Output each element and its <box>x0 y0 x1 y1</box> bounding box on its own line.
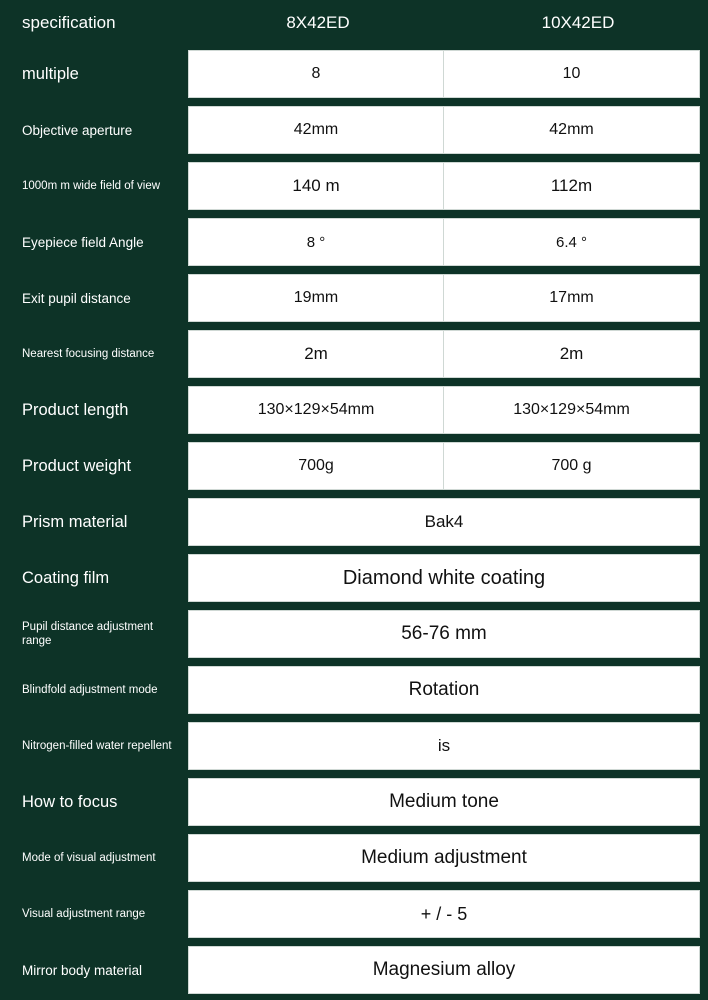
row-values <box>188 158 708 214</box>
table-row <box>0 438 708 494</box>
row-values <box>188 382 708 438</box>
row-label: Coating film <box>22 568 110 587</box>
table-row <box>0 102 708 158</box>
table-row <box>0 494 708 550</box>
table-row <box>0 46 708 102</box>
value-cell-10x42ed: 17mm <box>444 274 700 322</box>
row-values <box>188 438 708 494</box>
row-label: Objective aperture <box>22 122 133 138</box>
table-row <box>0 718 708 774</box>
value-cell-merged: Diamond white coating <box>188 554 700 602</box>
row-label: Eyepiece field Angle <box>22 234 144 250</box>
table-row <box>0 158 708 214</box>
row-values <box>188 326 708 382</box>
header-column-10x42ed: 10X42ED <box>541 13 615 32</box>
value-cell-merged: Bak4 <box>188 498 700 546</box>
row-values <box>188 718 708 774</box>
header-specification-label: specification <box>22 13 116 32</box>
table-row <box>0 774 708 830</box>
row-label: Visual adjustment range <box>22 907 146 920</box>
row-values <box>188 830 708 886</box>
value-cell-merged: is <box>188 722 700 770</box>
value-cell-8x42ed: 140 m <box>188 162 444 210</box>
row-label: Prism material <box>22 512 128 531</box>
row-values <box>188 46 708 102</box>
row-values <box>188 550 708 606</box>
table-header-row <box>0 0 708 46</box>
value-cell-10x42ed: 10 <box>444 50 700 98</box>
value-cell-merged: + / - 5 <box>188 890 700 938</box>
row-label: Exit pupil distance <box>22 290 131 306</box>
row-values <box>188 270 708 326</box>
value-cell-8x42ed: 700g <box>188 442 444 490</box>
value-cell-8x42ed: 130×129×54mm <box>188 386 444 434</box>
row-values <box>188 942 708 998</box>
table-body <box>0 46 708 998</box>
value-cell-10x42ed: 2m <box>444 330 700 378</box>
value-cell-10x42ed: 6.4 ° <box>444 218 700 266</box>
table-row <box>0 942 708 998</box>
value-cell-merged: 56-76 mm <box>188 610 700 658</box>
table-row <box>0 550 708 606</box>
value-cell-8x42ed: 8 ° <box>188 218 444 266</box>
value-cell-8x42ed: 42mm <box>188 106 444 154</box>
table-row <box>0 606 708 662</box>
row-label: multiple <box>22 64 79 83</box>
row-values <box>188 886 708 942</box>
row-label: 1000m m wide field of view <box>22 179 161 192</box>
table-row <box>0 830 708 886</box>
row-label: Product length <box>22 400 129 419</box>
row-label: How to focus <box>22 792 118 811</box>
value-cell-8x42ed: 8 <box>188 50 444 98</box>
row-label: Mirror body material <box>22 962 143 978</box>
row-values <box>188 102 708 158</box>
value-cell-merged: Magnesium alloy <box>188 946 700 994</box>
table-row <box>0 662 708 718</box>
row-label: Pupil distance adjustment range <box>22 620 154 647</box>
value-cell-10x42ed: 700 g <box>444 442 700 490</box>
value-cell-8x42ed: 19mm <box>188 274 444 322</box>
row-values <box>188 662 708 718</box>
row-label: Nitrogen-filled water repellent <box>22 739 172 752</box>
value-cell-merged: Medium adjustment <box>188 834 700 882</box>
row-values <box>188 774 708 830</box>
table-row <box>0 886 708 942</box>
value-cell-10x42ed: 42mm <box>444 106 700 154</box>
value-cell-merged: Medium tone <box>188 778 700 826</box>
table-row <box>0 326 708 382</box>
table-row <box>0 270 708 326</box>
row-label: Product weight <box>22 456 132 475</box>
value-cell-8x42ed: 2m <box>188 330 444 378</box>
row-values <box>188 494 708 550</box>
value-cell-10x42ed: 112m <box>444 162 700 210</box>
value-cell-10x42ed: 130×129×54mm <box>444 386 700 434</box>
table-row <box>0 214 708 270</box>
row-label: Blindfold adjustment mode <box>22 683 158 696</box>
row-label: Nearest focusing distance <box>22 347 155 360</box>
table-row <box>0 382 708 438</box>
header-column-8x42ed: 8X42ED <box>286 13 350 32</box>
row-values <box>188 606 708 662</box>
row-values <box>188 214 708 270</box>
row-label: Mode of visual adjustment <box>22 851 156 864</box>
value-cell-merged: Rotation <box>188 666 700 714</box>
